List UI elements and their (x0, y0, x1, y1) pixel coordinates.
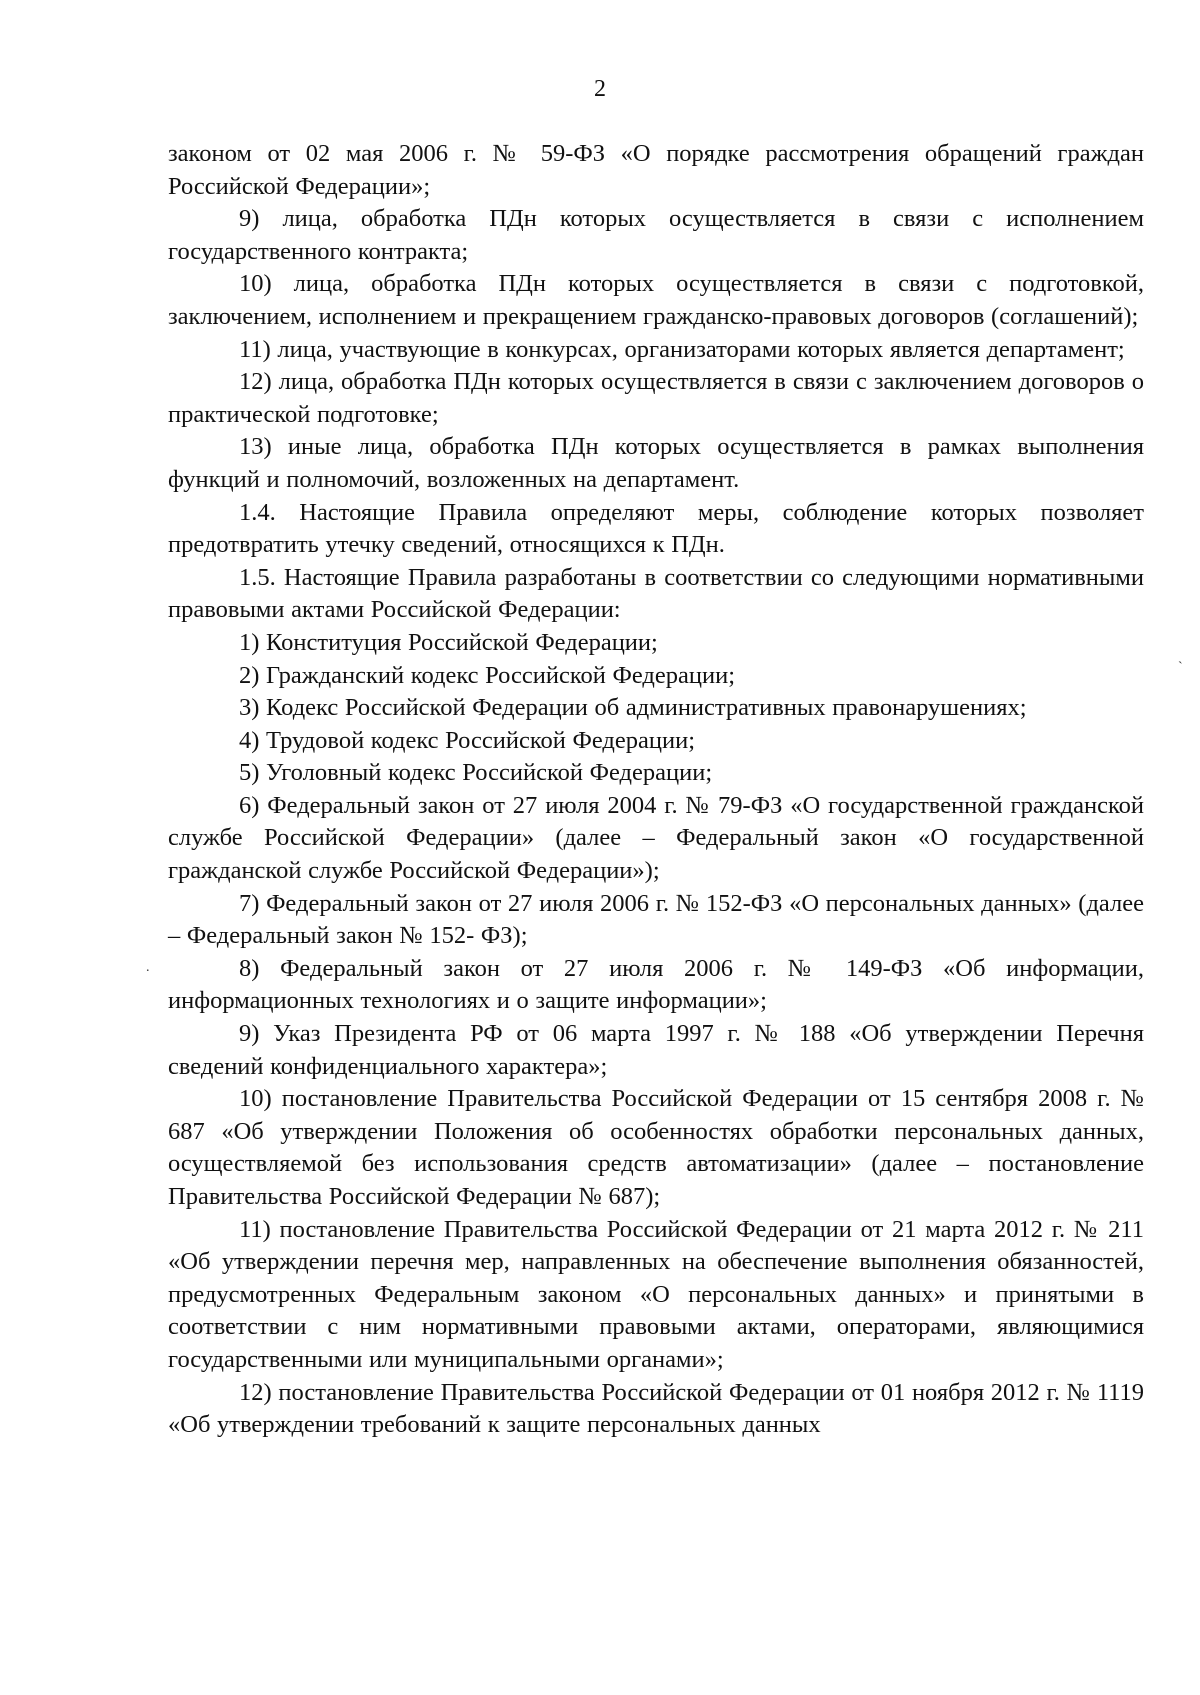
paragraph: законом от 02 мая 2006 г. № 59-ФЗ «О порядке рассмотрения обращений граждан Российской Федерации»; (168, 140, 1144, 200)
paragraph: 1) Конституция Российской Федерации; (239, 628, 658, 656)
paragraph: 10) лица, обработка ПДн которых осуществляется в связи с подготовкой, заключением, исполнением и прекращением гражданско-правовых договоров (соглашений); (168, 270, 1144, 330)
paragraph: 5) Уголовный кодекс Российской Федерации; (239, 759, 713, 787)
paragraph: 2) Гражданский кодекс Российской Федерации; (239, 661, 735, 689)
scan-speck: . (146, 960, 150, 975)
paragraph: 13) иные лица, обработка ПДн которых осуществляется в рамках выполнения функций и полномочий, возложенных на департамент. (168, 433, 1144, 493)
paragraph: 8) Федеральный закон от 27 июля 2006 г. № 149-ФЗ «Об информации, информационных технологиях и о защите информации»; (168, 954, 1144, 1015)
page-number: 2 (594, 76, 606, 102)
paragraph: 10) постановление Правительства Российской Федерации от 15 сентября 2008 г. № 687 «Об утверждении Положения об особенностях обработки персональных данных, осуществляемой без использования средств автоматизации» (далее – постановление Правительства Российской Федерации № 687); (168, 1085, 1144, 1210)
paragraph: 9) лица, обработка ПДн которых осуществляется в связи с исполнением государственного контракта; (168, 205, 1144, 265)
paragraph: 6) Федеральный закон от 27 июля 2004 г. № 79-ФЗ «О государственной гражданской службе Российской Федерации» (далее – Федеральный закон «О государственной гражданской службе Российской Федерации»); (168, 791, 1144, 885)
document-body (168, 138, 1144, 1442)
paragraph: 1.5. Настоящие Правила разработаны в соответствии со следующими нормативными правовыми актами Российской Федерации: (168, 563, 1144, 624)
paragraph: 11) постановление Правительства Российской Федерации от 21 марта 2012 г. № 211 «Об утверждении перечня мер, направленных на обеспечение выполнения обязанностей, предусмотренных Федеральным законом «О персональных данных» и принятыми в соответствии с ним нормативными правовыми актами, операторами, являющимися государственными или муниципальными органами»; (168, 1215, 1144, 1373)
paragraph: 9) Указ Президента РФ от 06 марта 1997 г. № 188 «Об утверждении Перечня сведений конфиденциального характера»; (168, 1020, 1144, 1080)
paragraph: 4) Трудовой кодекс Российской Федерации; (239, 726, 696, 754)
paragraph: 7) Федеральный закон от 27 июля 2006 г. № 152-ФЗ «О персональных данных» (далее – Федеральный закон № 152- ФЗ); (168, 889, 1144, 950)
paragraph: 11) лица, участвующие в конкурсах, организаторами которых является департамент; (239, 335, 1125, 363)
scan-speck: ˋ (1178, 660, 1183, 675)
paragraph: 12) лица, обработка ПДн которых осуществляется в связи с заключением договоров о практической подготовке; (168, 368, 1144, 428)
paragraph: 12) постановление Правительства Российской Федерации от 01 ноября 2012 г. № 1119 «Об утверждении требований к защите персональных данных (168, 1378, 1144, 1439)
paragraph: 3) Кодекс Российской Федерации об административных правонарушениях; (239, 694, 1027, 722)
paragraph: 1.4. Настоящие Правила определяют меры, соблюдение которых позволяет предотвратить утечку сведений, относящихся к ПДн. (168, 498, 1144, 559)
